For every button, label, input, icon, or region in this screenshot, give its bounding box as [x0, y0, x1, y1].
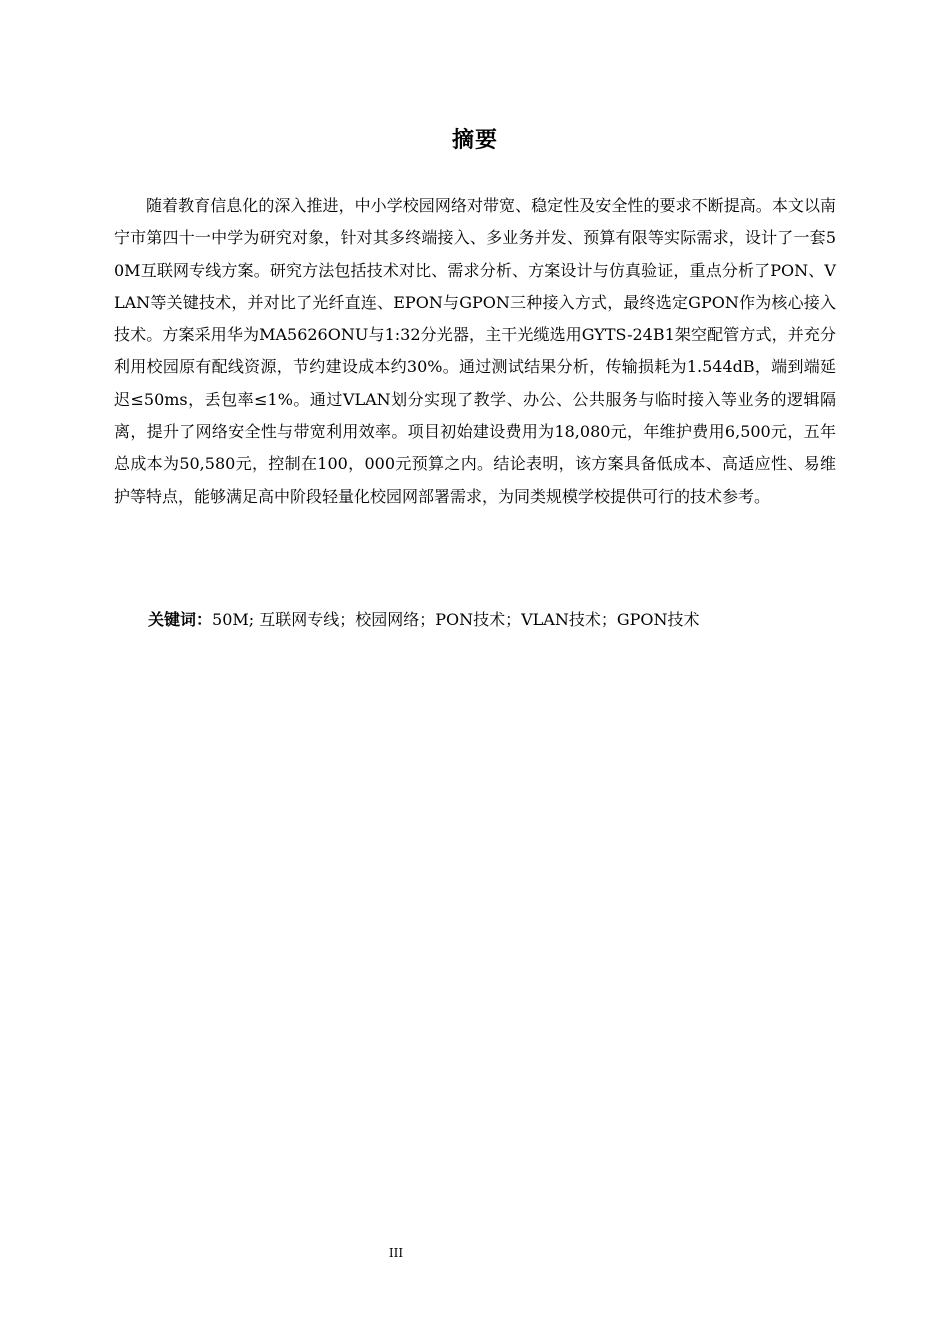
keywords-text: 50M; 互联网专线；校园网络；PON技术；VLAN技术；GPON技术: [212, 610, 700, 629]
abstract-title: 摘要: [451, 128, 498, 153]
keywords-label: 关键词：: [148, 610, 213, 629]
page-number: III: [388, 1246, 404, 1260]
abstract-body: 随着教育信息化的深入推进，中小学校园网络对带宽、稳定性及安全性的要求不断提高。本文以南宁市第四十一中学为研究对象，针对其多终端接入、多业务并发、预算有限等实际需求，设计了一套50M互联网专线方案。研究方法包括技术对比、需求分析、方案设计与仿真验证，重点分析了PON、VLAN等关键技术，并对比了光纤直连、EPON与GPON三种接入方式，最终选定GPON作为核心接入技术。方案采用华为MA5626ONU与1:32分光器，主干光缆选用GYTS-24B1架空配管方式，并充分利用校园原有配线资源，节约建设成本约30%。通过测试结果分析，传输损耗为1.544dB，端到端延迟≤50ms，丢包率≤1%。通过VLAN划分实现了教学、办公、公共服务与临时接入等业务的逻辑隔离，提升了网络安全性与带宽利用效率。项目初始建设费用为18,080元，年维护费用6,500元，五年总成本为50,580元，控制在100，000元预算之内。结论表明，该方案具备低成本、高适应性、易维护等特点，能够满足高中阶段轻量化校园网部署需求，为同类规模学校提供可行的技术参考。: [114, 196, 836, 506]
keywords-line: [148, 604, 838, 636]
